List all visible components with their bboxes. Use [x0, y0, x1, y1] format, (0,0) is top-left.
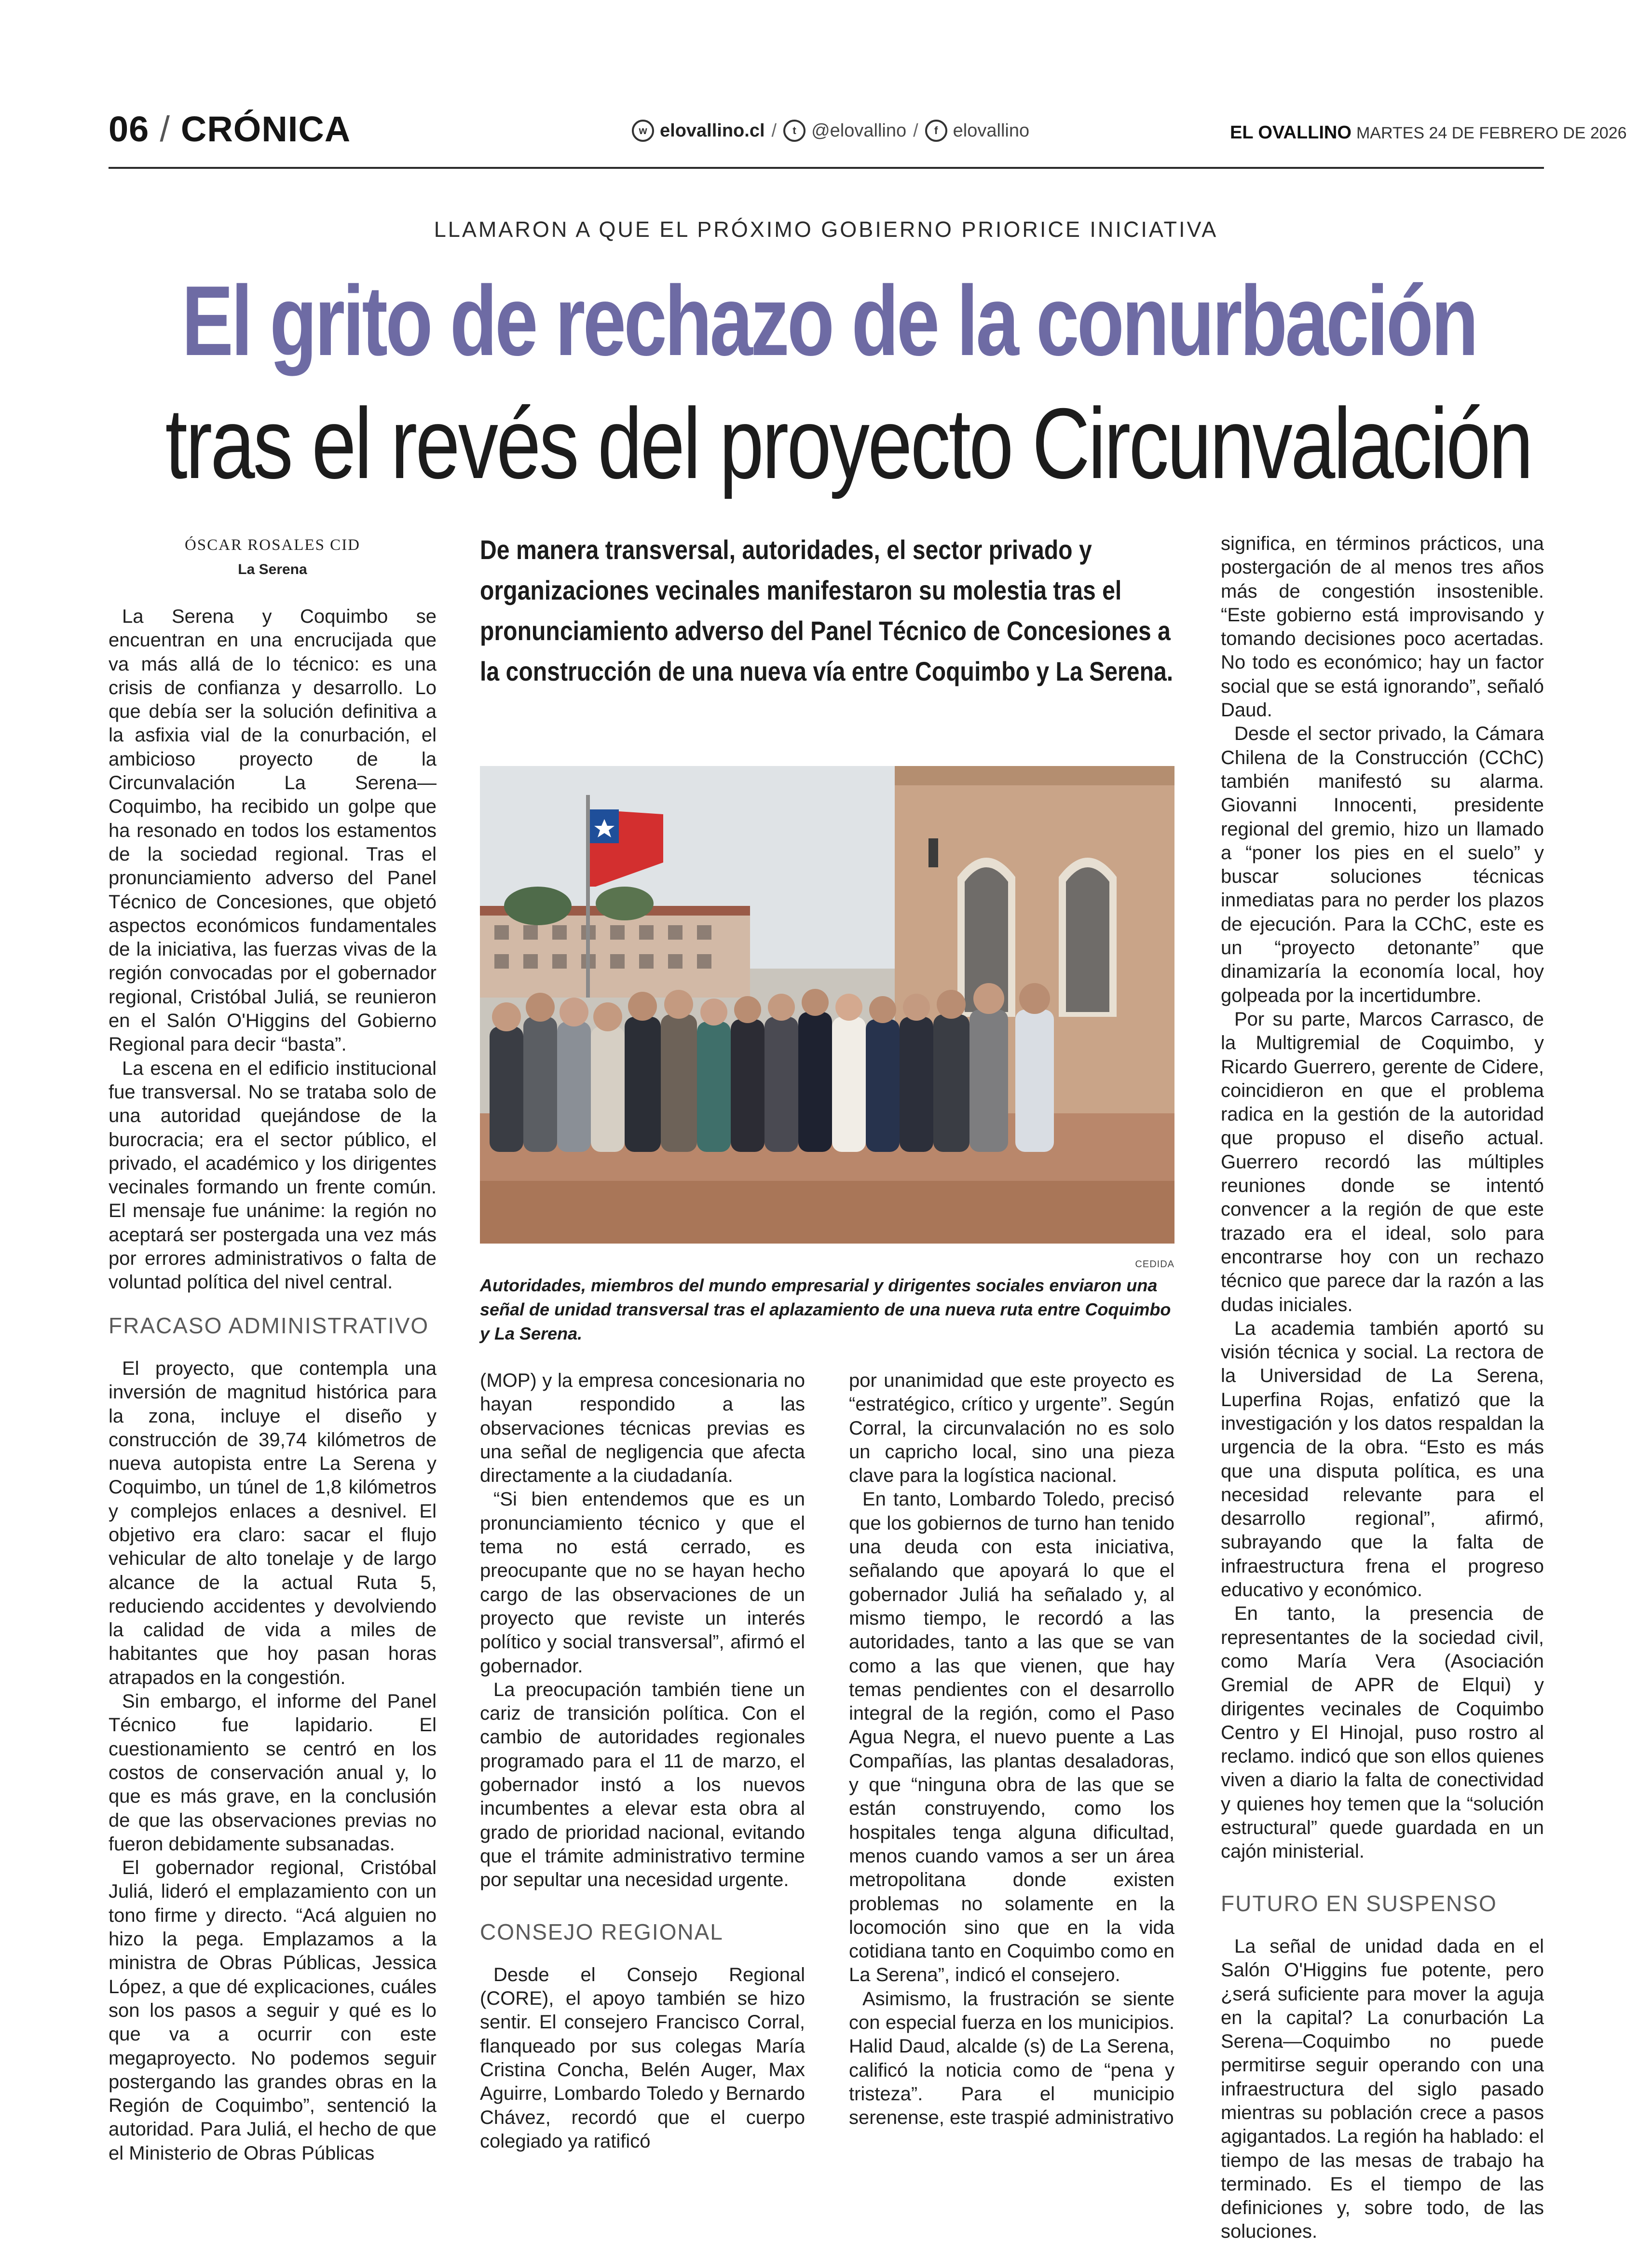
- article-kicker: LLAMARON A QUE EL PRÓXIMO GOBIERNO PRIORICE INICIATIVA: [434, 217, 1218, 242]
- paragraph: significa, en términos prácticos, una postergación de al menos tres años más de congestión insostenible. “Este gobierno está improvisando y tomando decisiones poco acertadas. No todo es económico; hay un factor social que se está ignorando”, señaló Daud.: [1221, 533, 1544, 721]
- issue-date: MARTES 24 DE FEBRERO DE 2026: [1356, 124, 1627, 142]
- subheading: CONSEJO REGIONAL: [480, 1919, 724, 1944]
- paragraph: (MOP) y la empresa concesionaria no hayan respondido a las observaciones técnicas previas es una señal de negligencia que afecta directamente a la ciudadanía.: [480, 1370, 805, 1487]
- paragraph: Por su parte, Marcos Carrasco, de la Multigremial de Coquimbo, y Ricardo Guerrero, gerente de Cidere, coincidieron en que el problema radica en la gestión de la autoridad que propuso el diseño actual. Guerrero recordó las múltiples reuniones donde se intentó convencer a la región de que este trazado era el ideal, solo para encontrarse hoy con un rechazo técnico que parece dar la razón a las dudas iniciales.: [1221, 1008, 1544, 1315]
- facebook-icon: f: [925, 120, 947, 142]
- article-lead: De manera transversal, autoridades, el sector privado y organizaciones vecinales manifestaron su molestia tras el pronunciamiento adverso del Panel Técnico de Concesiones a la construcción de una nueva vía entre Coquimbo y La Serena.: [480, 534, 1174, 686]
- paragraph: La preocupación también tiene un cariz de transición política. Con el cambio de autoridades regionales programado para el 11 de marzo, el gobernador instó a los nuevos incumbentes a elevar esta obra al grado de prioridad nacional, evitando que el trámite administrativo termine por sepultar una necesidad urgente.: [480, 1679, 805, 1891]
- paragraph: por unanimidad que este proyecto es “estratégico, crítico y urgente”. Según Corral, la circunvalación no es solo un capricho local, sino una pieza clave para la logística nacional.: [849, 1370, 1174, 1487]
- section-name: CRÓNICA: [180, 109, 351, 149]
- paragraph: En tanto, la presencia de representantes de la sociedad civil, como María Vera (Asociación Gremial de APR de Elqui) y dirigentes vecinales de Coquimbo Centro y El Hinojal, puso rostro al reclamo. indicó que son ellos quienes viven a diario la falta de conectividad y quienes hoy temen que la “solución estructural” quede guardada en un cajón ministerial.: [1221, 1603, 1544, 1862]
- subheading: FRACASO ADMINISTRATIVO: [109, 1313, 429, 1338]
- paragraph: Asimismo, la frustración se siente con especial fuerza en los municipios. Halid Daud, alcalde (s) de La Serena, calificó la noticia como de “pena y tristeza”. Para el municipio serenense, este traspié administrativo: [849, 1988, 1174, 2129]
- paper-name: EL OVALLINO: [1230, 123, 1352, 143]
- paragraph: Desde el Consejo Regional (CORE), el apoyo también se hizo sentir. El consejero Francisco Corral, flanqueado por sus colegas María Cristina Concha, Belén Auger, Max Aguirre, Lombardo Toledo y Bernardo Chávez, recordó que el cuerpo colegiado ya ratificó: [480, 1964, 805, 2152]
- photo-credit: CEDIDA: [1135, 1259, 1174, 1270]
- author-name: ÓSCAR ROSALES CID: [184, 536, 361, 554]
- article-column-4: [1221, 532, 1544, 2244]
- twitter-icon: t: [783, 120, 806, 142]
- paragraph: El gobernador regional, Cristóbal Juliá, lideró el emplazamiento con un tono firme y directo. “Acá alguien no hizo la pega. Emplazamos a la ministra de Obras Públicas, Jessica López, a que dé explicaciones, cuáles son los pasos a seguir y qué es lo que va a ocurrir con este megaproyecto. No podemos seguir postergando las grandes obras en la Región de Coquimbo”, sentenció la autoridad. Para Juliá, el hecho de que el Ministerio de Obras Públicas: [109, 1857, 437, 2164]
- www-icon: w: [632, 120, 654, 142]
- photo-caption: Autoridades, miembros del mundo empresarial y dirigentes sociales enviaron una señal de unidad transversal tras el aplazamiento de una nueva ruta entre Coquimbo y La Serena.: [480, 1275, 1171, 1343]
- headline-line-2: tras el revés del proyecto Circunvalación: [165, 388, 1532, 500]
- separator: /: [771, 120, 777, 141]
- paragraph: La academia también aportó su visión técnica y social. La rectora de la Universidad de La Serena, Luperfina Rojas, enfatizó que la investigación y los datos respaldan la urgencia de la obra. “Esto es más que una disputa política, es una necesidad relevante para el desarrollo regional”, afirmó, subrayando que la falta de infraestructura frena el progreso educativo y económico.: [1221, 1317, 1544, 1601]
- facebook-handle[interactable]: elovallino: [953, 120, 1030, 141]
- page-header-section: [109, 109, 351, 150]
- headline-line-1: El grito de rechazo de la conurbación: [181, 265, 1476, 376]
- article-column-2: [480, 1369, 805, 2153]
- header-rule: [109, 167, 1544, 169]
- masthead-date: [1230, 123, 1627, 143]
- website-link[interactable]: elovallino.cl: [660, 120, 765, 141]
- paragraph: La señal de unidad dada en el Salón O'Higgins fue potente, pero ¿será suficiente para mover la aguja en la capital? La conurbación La Serena—Coquimbo no puede permitirse seguir operando con una infraestructura del siglo pasado mientras su población crece a pasos agigantados. La región ha hablado: el tiempo de las mesas de trabajo ha terminado. Es el tiempo de las definiciones y, sobre todo, de las soluciones.: [1221, 1935, 1544, 2243]
- paragraph: La Serena y Coquimbo se encuentran en una encrucijada que va más allá de lo técnico: es una crisis de confianza y desarrollo. Lo que debía ser la solución definitiva a la asfixia vial de la conurbación, el ambicioso proyecto de la Circunvalación La Serena—Coquimbo, ha recibido un golpe que ha resonado en todos los estamentos de la sociedad regional. Tras el pronunciamiento adverso del Panel Técnico de Concesiones, que objetó aspectos económicos fundamentales de la iniciativa, las fuerzas vivas de la región convocadas por el gobernador regional, Cristóbal Juliá, se reunieron en el Salón O'Higgins del Gobierno Regional para decir “basta”.: [109, 606, 437, 1055]
- paragraph: Desde el sector privado, la Cámara Chilena de la Construcción (CChC) también manifestó su alarma. Giovanni Innocenti, presidente regional del gremio, hizo un llamado a “poner los pies en el suelo” y buscar soluciones técnicas inmediatas para no perder los plazos de ejecución. Para la CChC, este es un “proyecto detonante” que dinamizaría la economía local, hoy golpeada por la incertidumbre.: [1221, 723, 1544, 1006]
- article-column-3: [849, 1369, 1174, 2130]
- paragraph: En tanto, Lombardo Toledo, precisó que los gobiernos de turno han tenido una deuda con esta iniciativa, señalando que apoyará lo que el gobernador Juliá ha señalado y, al mismo tiempo, le recordó a las autoridades, tanto a las que se van como a las que vienen, que hay temas pendientes con el desarrollo integral de la región, como el Paso Agua Negra, el nuevo puente a Las Compañías, las plantas desaladoras, y que “ninguna obra de las que se están construyendo, como los hospitales tenga alguna dificultad, menos cuando vamos a ser un área metropolitana donde existen problemas no solamente en la locomoción sino que en la vida cotidiana tanto en Coquimbo como en La Serena”, indicó el consejero.: [849, 1489, 1174, 1986]
- paragraph: El proyecto, que contempla una inversión de magnitud histórica para la zona, incluye el diseño y construcción de 39,74 kilómetros de nueva autopista entre La Serena y Coquimbo, un túnel de 1,8 kilómetros y complejos enlaces a desnivel. El objetivo era claro: sacar el flujo vehicular de alto tonelaje y de largo alcance de la actual Ruta 5, reduciendo accidentes y devolviendo la calidad de vida a miles de habitantes que hoy pasan horas atrapados en la congestión.: [109, 1357, 437, 1688]
- author-location: La Serena: [238, 561, 307, 577]
- group-photo: [480, 766, 1174, 1244]
- social-links: [632, 120, 1029, 142]
- article-column-1: [109, 605, 437, 2165]
- paragraph: Sin embargo, el informe del Panel Técnico fue lapidario. El cuestionamiento se centró en los costos de conservación anual y, lo que es más grave, en la conclusión de que las observaciones previas no fueron debidamente subsanadas.: [109, 1691, 437, 1855]
- paragraph: “Si bien entendemos que es un pronunciamiento técnico y que el tema no está cerrado, es preocupante que no se hayan hecho cargo de las observaciones de un proyecto que reviste un interés político y social transversal”, afirmó el gobernador.: [480, 1489, 805, 1677]
- header-slash: /: [160, 109, 170, 149]
- twitter-handle[interactable]: @elovallino: [811, 120, 907, 141]
- separator: /: [913, 120, 918, 141]
- subheading: FUTURO EN SUSPENSO: [1221, 1890, 1497, 1916]
- group-photo-illustration: [480, 766, 1174, 1244]
- page-number: 06: [109, 109, 150, 149]
- paragraph: La escena en el edificio institucional fue transversal. No se trataba solo de una autoridad quejándose de la burocracia; era el sector público, el privado, el académico y los dirigentes vecinales formando un frente común. El mensaje fue unánime: la región no aceptará ser postergada una vez más por errores administrativos o falta de voluntad política del nivel central.: [109, 1057, 437, 1293]
